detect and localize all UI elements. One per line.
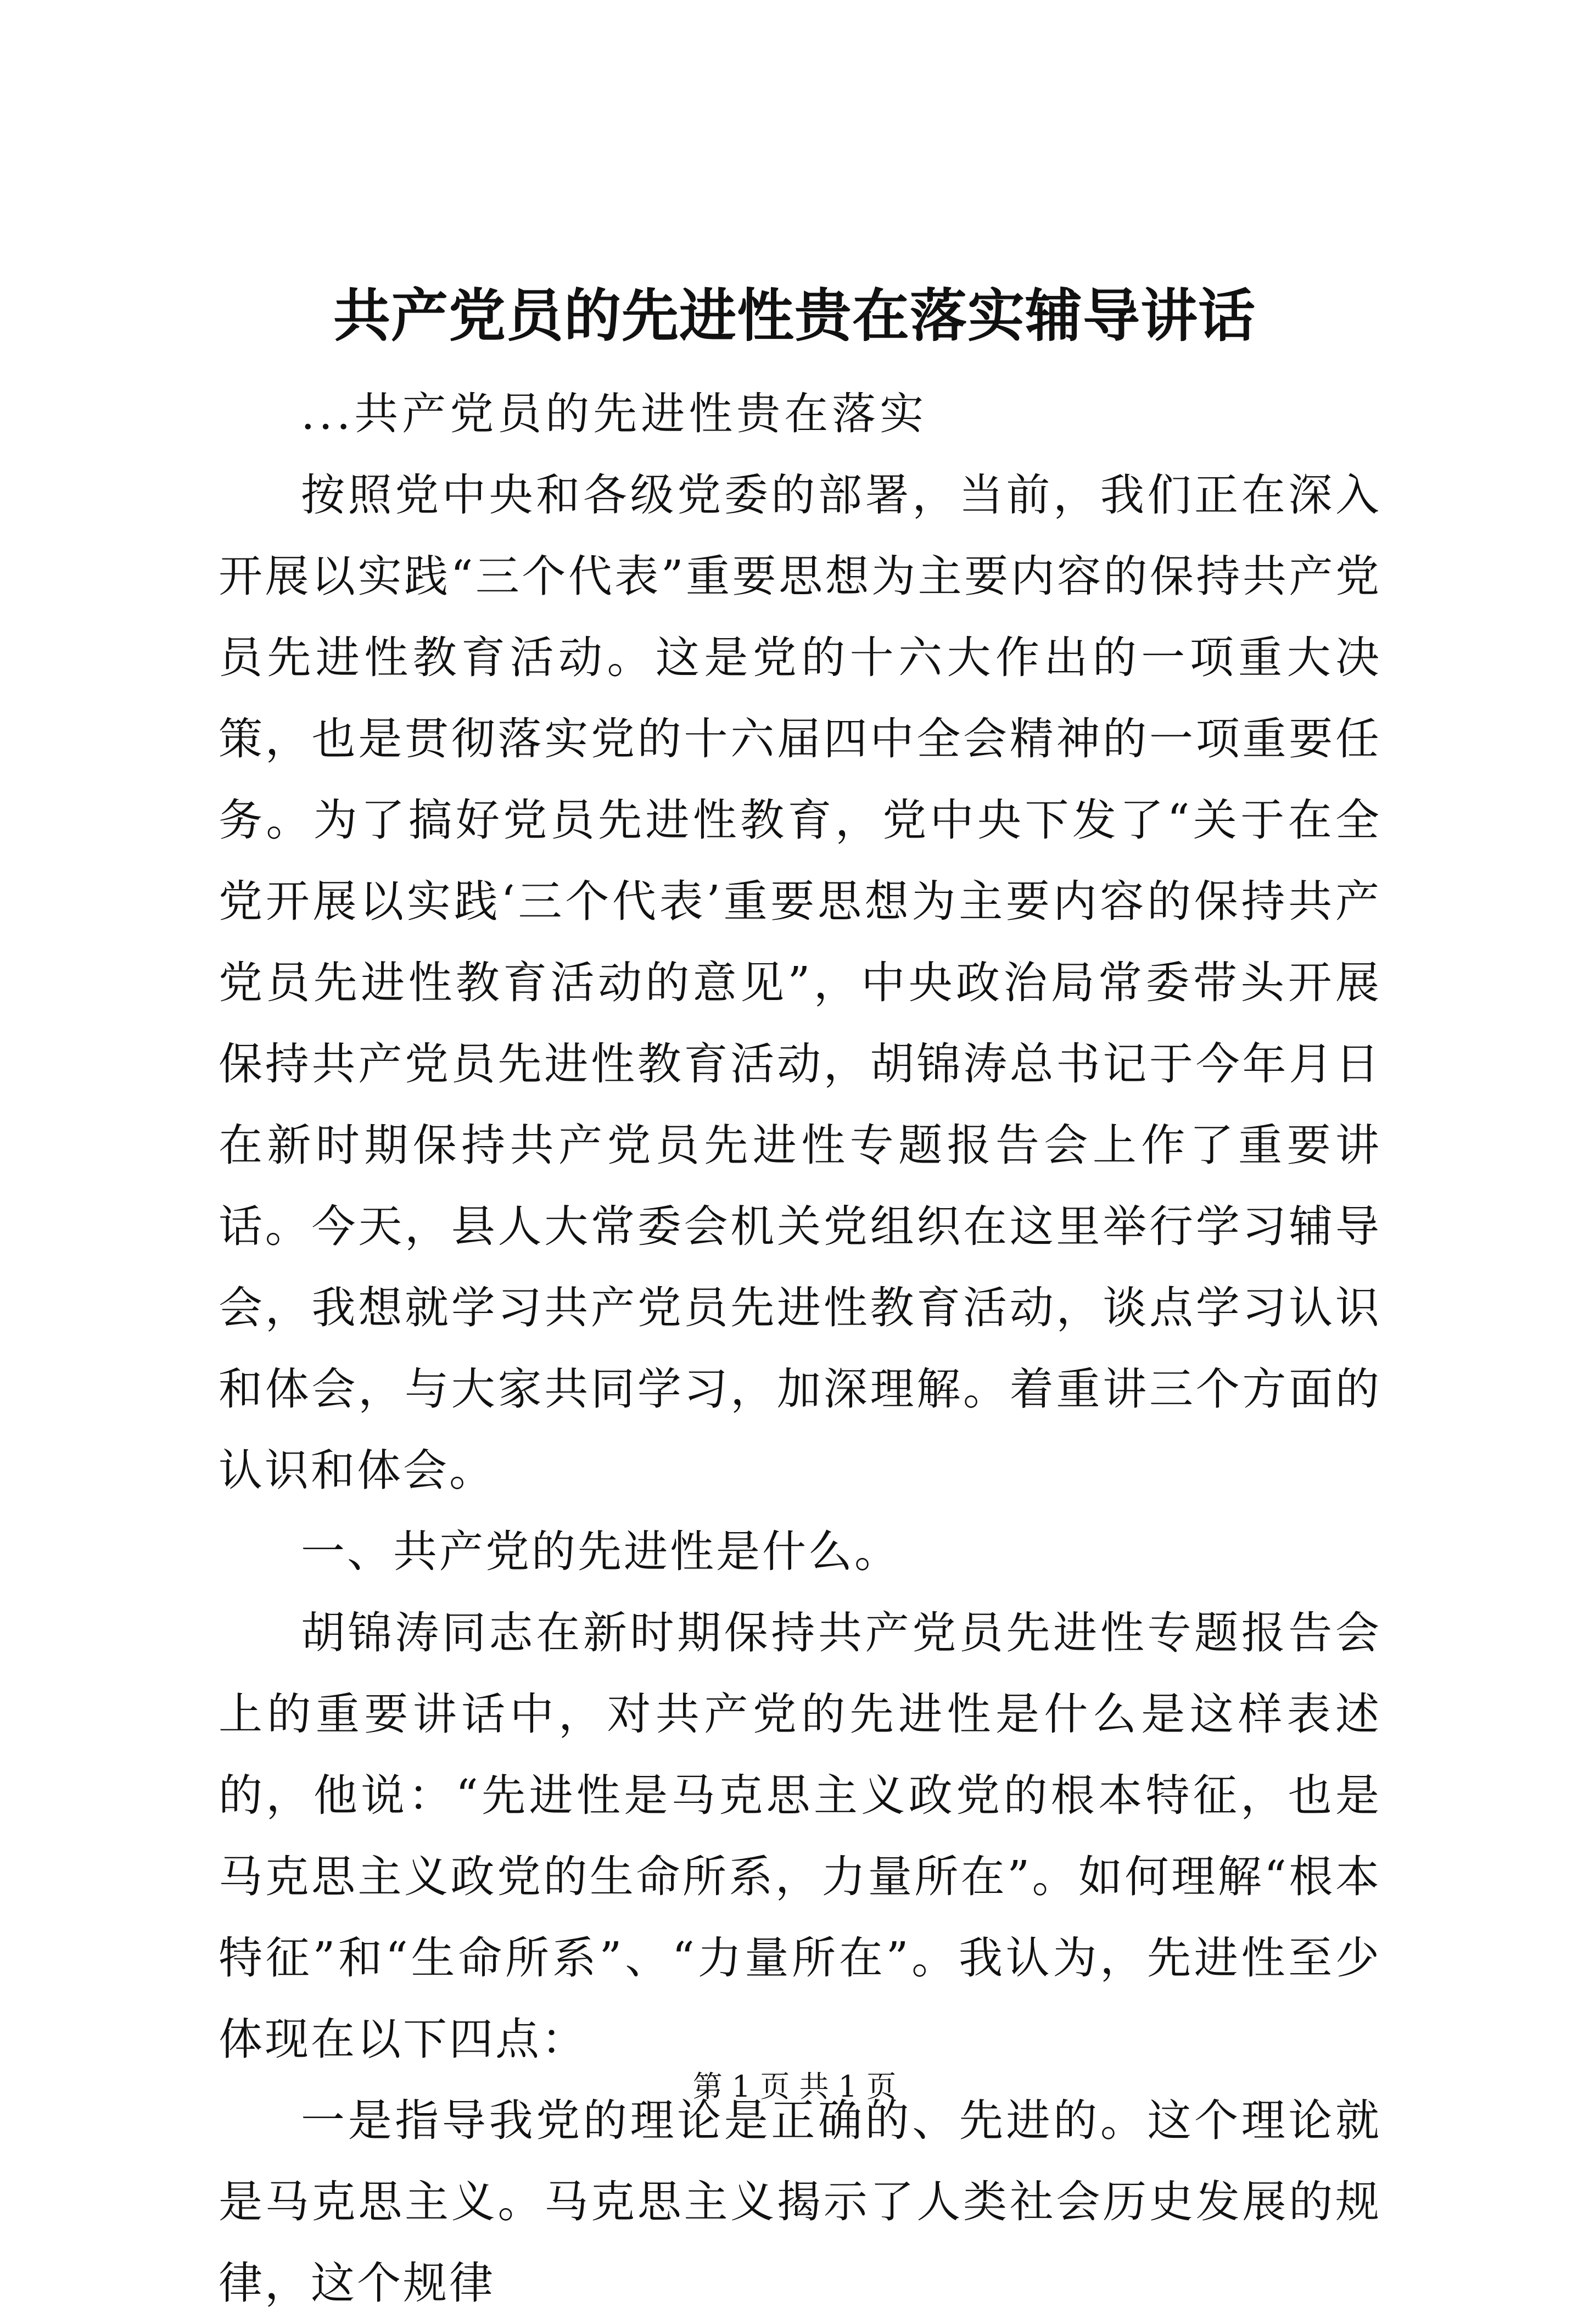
document-subtitle: ...共产党员的先进性贵在落实 [301,388,928,439]
body-paragraph: 一是指导我党的理论是正确的、先进的。这个理论就是马克思主义。马克思主义揭示了人类社会历史发展的规律，这个规律 [219,2095,1381,2309]
body-paragraph: 按照党中央和各级党委的部署，当前，我们正在深入开展以实践“三个代表”重要思想为主要内容的保持共产党员先进性教育活动。这是党的十六大作出的一项重大决策，也是贯彻落实党的十六届四中全会精神的一项重要任务。为了搞好党员先进性教育，党中央下发了“关于在全党开展以实践‘三个代表’重要思想为主要内容的保持共产党员先进性教育活动的意见”，中央政治局常委带头开展保持共产党员先进性教育活动，胡锦涛总书记于今年月日在新时期保持共产党员先进性专题报告会上作了重要讲话。今天，县人大常委会机关党组织在这里举行学习辅导会，我想就学习共产党员先进性教育活动，谈点学习认识和体会，与大家共同学习，加深理解。着重讲三个方面的认识和体会。 [219,470,1381,1496]
section-heading: 一、共产党的先进性是什么。 [301,1526,900,1577]
document-body [219,373,1381,2324]
page-footer: 第 1 页 共 1 页 [692,2069,897,2104]
body-paragraph: 胡锦涛同志在新时期保持共产党员先进性专题报告会上的重要讲话中，对共产党的先进性是什么是这样表述的，他说：“先进性是马克思主义政党的根本特征，也是马克思主义政党的生命所系，力量所在”。如何理解“根本特征”和“生命所系”、“力量所在”。我认为，先进性至少体现在以下四点： [219,1607,1381,2065]
document-title: 共产党员的先进性贵在落实辅导讲话 [333,282,1256,349]
